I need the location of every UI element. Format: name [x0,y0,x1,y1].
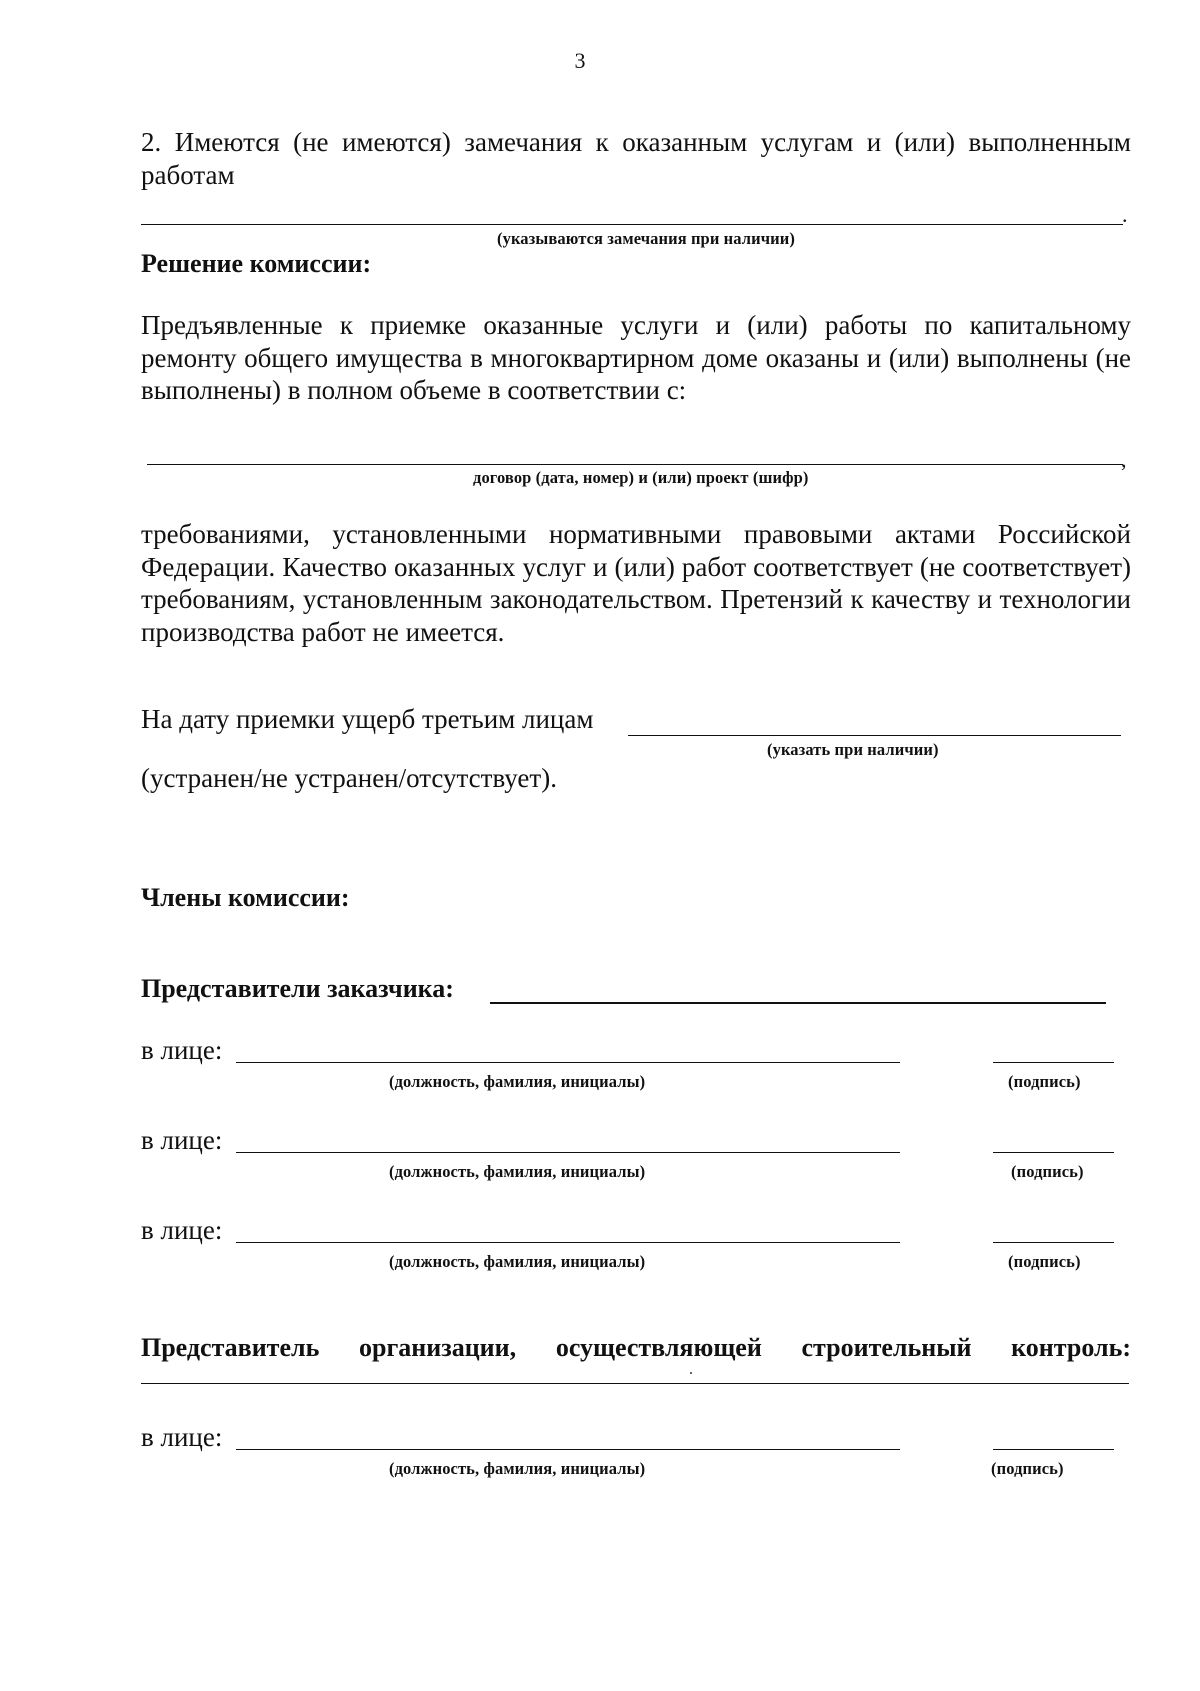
scan-dot [690,1372,692,1374]
signature-caption-1: (подпись) [1008,1072,1081,1091]
signature-caption-3: (подпись) [1008,1252,1081,1271]
representative-label-2: в лице: [141,1125,223,1155]
remarks-paragraph: 2. Имеются (не имеются) замечания к оказанным услугам и (или) выполненным работам [141,127,1131,190]
control-name-caption: (должность, фамилия, инициалы) [389,1459,646,1478]
damage-caption: (указать при наличии) [767,740,939,759]
name-line-1 [236,1062,900,1063]
remarks-caption: (указываются замечания при наличии) [497,229,795,248]
control-representative-label: в лице: [141,1422,223,1452]
control-name-line [236,1449,900,1450]
decision-paragraph: Предъявленные к приемке оказанные услуги и (или) работы по капитальному ремонту общего имущества в многоквартирном доме оказаны и (или) выполнены (не выполнены) в полном объеме в соответствии с: [141,310,1131,405]
damage-status-text: (устранен/не устранен/отсутствует). [141,763,557,793]
control-signature-caption: (подпись) [991,1459,1064,1478]
remarks-line [141,224,1123,225]
name-caption-3: (должность, фамилия, инициалы) [389,1252,646,1271]
members-heading: Члены комиссии: [141,883,350,912]
requirements-paragraph: требованиями, установленными нормативными правовыми актами Российской Федерации. Качество оказанных услуг и (или) работ соответствует (не соответствует) требованиям, установленным законодательством. Претензий к качеству и технологии производства работ не имеется. [141,519,1131,647]
remarks-end-punct: . [1122,202,1128,227]
signature-line-3 [993,1242,1114,1243]
representative-label-3: в лице: [141,1215,223,1245]
name-caption-2: (должность, фамилия, инициалы) [389,1162,646,1181]
signature-line-1 [993,1062,1114,1063]
name-caption-1: (должность, фамилия, инициалы) [389,1072,646,1091]
contract-line [147,464,1123,465]
control-line [141,1383,1129,1384]
signature-line-2 [993,1152,1114,1153]
contract-caption: договор (дата, номер) и (или) проект (шифр) [473,468,809,487]
customer-heading: Представители заказчика: [141,974,454,1003]
signature-caption-2: (подпись) [1011,1162,1084,1181]
control-heading: Представитель организации, осуществляющей строительный контроль: [141,1333,1131,1362]
name-line-2 [236,1152,900,1153]
customer-line [490,1002,1106,1004]
representative-label-1: в лице: [141,1035,223,1065]
control-signature-line [993,1449,1114,1450]
damage-line [628,735,1121,736]
decision-heading: Решение комиссии: [141,249,372,278]
contract-end-punct: , [1121,447,1127,472]
name-line-3 [236,1242,900,1243]
page-number: 3 [574,48,586,73]
damage-label: На дату приемки ущерб третьим лицам [141,704,594,734]
